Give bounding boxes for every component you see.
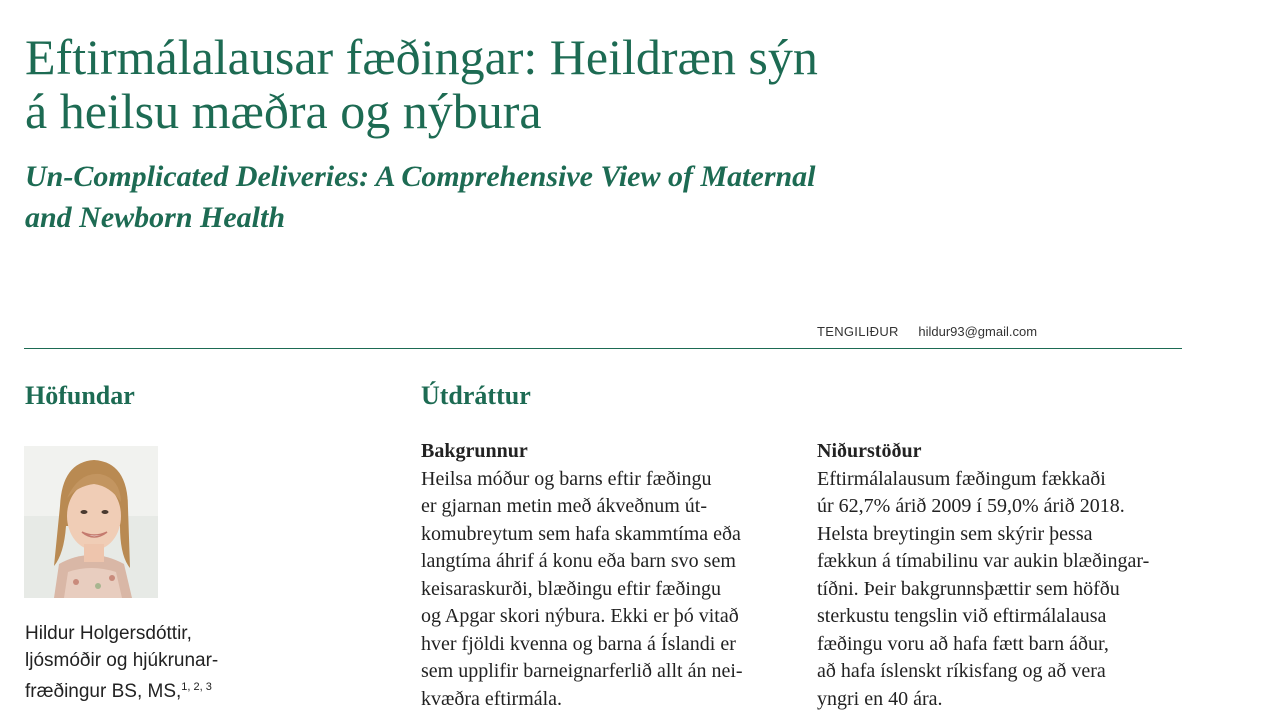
background-heading: Bakgrunnur — [421, 440, 528, 462]
contact-line — [817, 324, 1037, 339]
author-name: Hildur Holgersdóttir, ljósmóðir og hjúkrunar- fræðingur BS, MS, — [25, 623, 219, 702]
abstract-background — [421, 438, 791, 713]
header-divider — [24, 348, 1182, 349]
author-affiliations: 1, 2, 3 — [181, 681, 212, 693]
abstract-results — [817, 438, 1187, 713]
author-credit — [25, 620, 285, 705]
background-text: Heilsa móður og barns eftir fæðingu er gjarnan metin með ákveðnum út- komubreytum sem hafa skammtíma eða langtíma áhrif á konu eða barn svo sem keisaraskurði, blæðingu eftir fæðingu og Apgar skori nýbura. Ekki er þó vitað hver fjöldi kvenna og barna á Íslandi er sem upplifir barneignarferlið allt án nei- kvæðra eftirmála. — [421, 467, 743, 710]
contact-email[interactable]: hildur93@gmail.com — [918, 324, 1038, 339]
authors-heading: Höfundar — [25, 381, 135, 410]
article-title: Eftirmálalausar fæðingar: Heildræn sýn á heilsu mæðra og nýbura — [25, 29, 818, 139]
results-text: Eftirmálalausum fæðingum fækkaði úr 62,7% árið 2009 í 59,0% árið 2018. Helsta breytingin sem skýrir þessa fækkun á tímabilinu var aukin blæðingar- tíðni. Þeir bakgrunnsþættir sem höfðu sterkustu tengslin við eftirmálalausa fæðingu voru að hafa fætt barn áður, að hafa íslenskt ríkisfang og að vera yngri en 40 ára. — [817, 467, 1150, 710]
article-subtitle: Un-Complicated Deliveries: A Comprehensive View of Maternal and Newborn Health — [25, 160, 816, 234]
results-heading: Niðurstöður — [817, 440, 922, 462]
contact-label: TENGILIÐUR — [817, 324, 899, 339]
author-photo — [24, 446, 158, 598]
abstract-heading: Útdráttur — [421, 381, 531, 410]
